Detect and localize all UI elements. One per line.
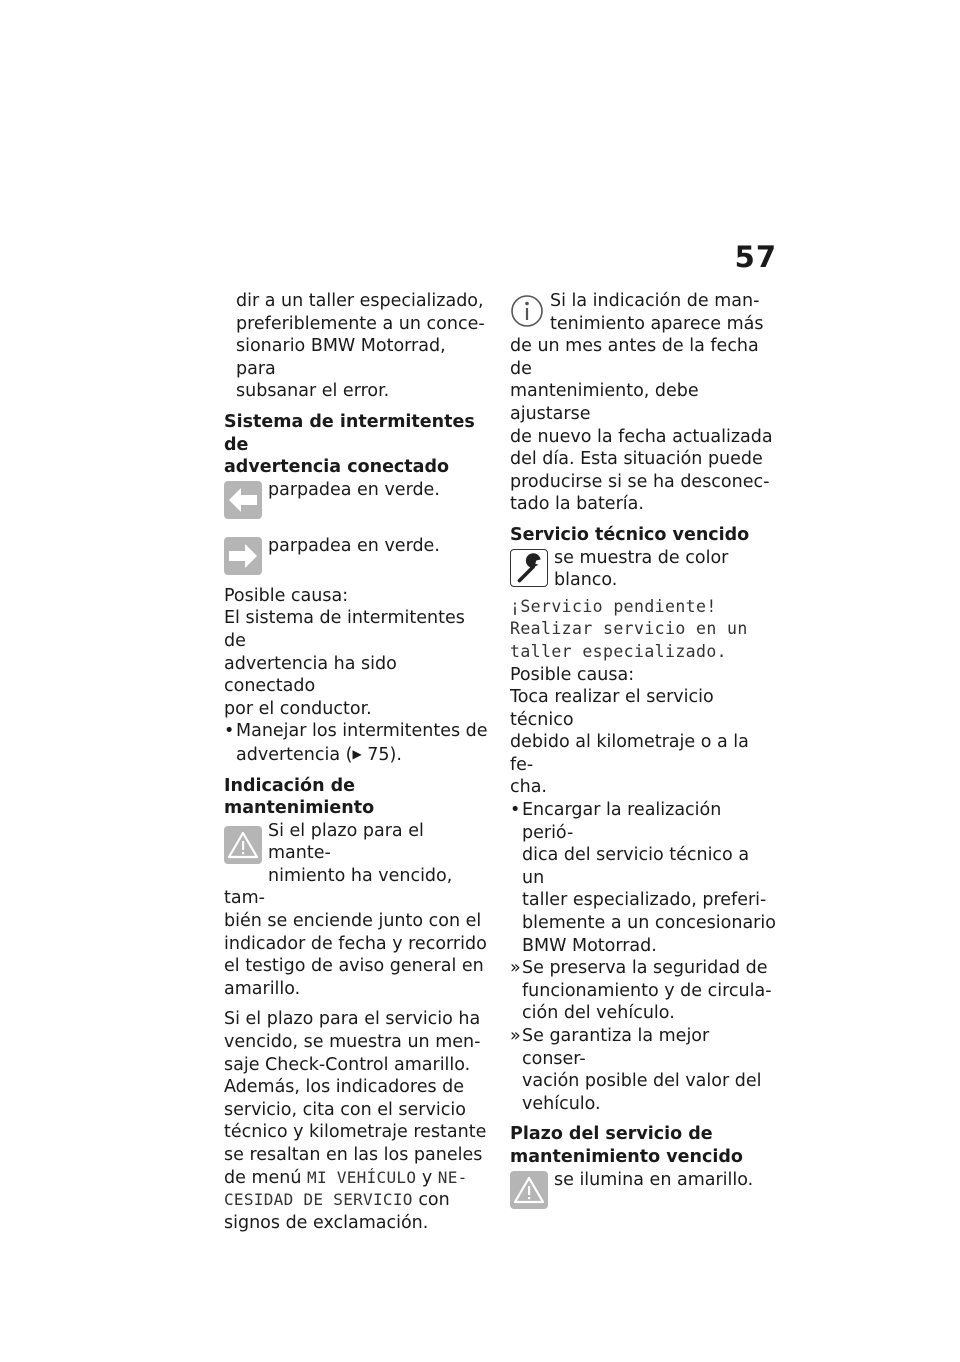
page-reference-link[interactable]: 75). (367, 744, 402, 765)
text-line: tenimiento aparece más (550, 313, 764, 334)
text-line: amarillo. (224, 978, 301, 999)
menu-name-service-part: CESIDAD DE SERVICIO (224, 1190, 413, 1210)
text-line: dir a un taller especializado, (236, 291, 484, 311)
warning-triangle-icon (224, 826, 262, 864)
list-item (510, 1025, 776, 1115)
text-line: BMW Motorrad. (522, 935, 657, 956)
cause-label: Posible causa: (224, 585, 349, 606)
text-line: signos de exclamación. (224, 1212, 429, 1233)
text-line: vehículo. (522, 1093, 601, 1114)
turn-right-arrow-icon (224, 537, 262, 575)
page-reference-arrow-icon[interactable]: ▶ (352, 746, 362, 761)
heading-line: Plazo del servicio de (510, 1124, 713, 1145)
heading-line: mantenimiento vencido (510, 1146, 743, 1167)
menu-name-service-part: NE- (437, 1167, 468, 1187)
cause-label: Posible causa: (510, 664, 635, 685)
heading-line: Sistema de intermitentes de (224, 411, 475, 455)
text-line: se muestra de color (554, 547, 729, 568)
check-control-paragraph (224, 1008, 488, 1234)
text-line: saje Check-Control amarillo. (224, 1054, 471, 1075)
left-column (224, 290, 488, 1242)
text-line: nimiento ha vencido, tam- (224, 865, 453, 909)
heading-service-overdue: Servicio técnico vencido (510, 524, 750, 545)
text-line: Si el plazo para el mante- (268, 820, 424, 864)
text-line: debido al kilometraje o a la fe- (510, 732, 749, 775)
text-line: preferiblemente a un conce- (236, 313, 485, 334)
heading-line: advertencia conectado (224, 457, 450, 478)
text-line: se ilumina en amarillo. (554, 1169, 754, 1190)
turn-left-arrow-icon (224, 481, 262, 519)
text-line: Se garantiza la mejor conser- (522, 1026, 710, 1069)
text-fragment: con (418, 1190, 450, 1211)
cause-paragraph (224, 585, 488, 721)
wrench-row (510, 547, 776, 592)
text-line: Si el plazo para el servicio ha (224, 1009, 481, 1030)
text-line: de un mes antes de la fecha de (510, 336, 759, 379)
text-line: bién se enciende junto con el (224, 911, 482, 932)
display-line: ¡Servicio pendiente! (510, 596, 717, 616)
text-line: el testigo de aviso general en (224, 956, 484, 977)
text-line: mantenimiento, debe ajustarse (510, 381, 699, 424)
result-marker: » (510, 958, 521, 979)
result-marker: » (510, 1026, 521, 1046)
text-line: Manejar los intermitentes de (236, 721, 488, 742)
warning-triangle-icon (510, 1171, 548, 1209)
text-line: sionario BMW Motorrad, para (236, 336, 446, 379)
text-line: El sistema de intermitentes de (224, 608, 465, 651)
text-line: servicio, cita con el servicio (224, 1099, 466, 1120)
indicator-right-text: parpadea en verde. (268, 535, 440, 556)
text-line: vación posible del valor del (522, 1071, 762, 1092)
bullet-marker: • (224, 721, 235, 742)
heading-maintenance-overdue (510, 1123, 776, 1168)
text-fragment: y (421, 1167, 433, 1188)
intro-paragraph (224, 290, 488, 403)
heading-maintenance: Indicación de mantenimiento (224, 775, 375, 819)
text-line: blanco. (554, 570, 618, 591)
text-line: ción del vehículo. (522, 1003, 675, 1024)
text-line: dica del servicio técnico a un (522, 845, 750, 888)
text-line: producirse si se ha desconec- (510, 471, 770, 492)
maintenance-paragraph (224, 820, 488, 1001)
text-fragment: de menú (224, 1167, 302, 1188)
right-column (510, 290, 776, 1211)
text-line: Encargar la realización perió- (522, 800, 722, 843)
text-line: cha. (510, 777, 547, 798)
bullet-marker: • (510, 800, 521, 821)
list-item (224, 720, 488, 766)
text-line: se resaltan en las los paneles (224, 1145, 483, 1165)
text-line: vencido, se muestra un men- (224, 1032, 481, 1053)
text-line: técnico y kilometraje restante (224, 1122, 487, 1143)
text-line: taller especializado, preferi- (522, 890, 767, 911)
cause-paragraph (510, 664, 776, 800)
text-line: tado la batería. (510, 494, 644, 515)
text-line: funcionamiento y de circula- (522, 980, 772, 1001)
text-line: advertencia ( (236, 744, 353, 765)
text-line: Se preserva la seguridad de (522, 958, 768, 979)
indicator-left-row (224, 479, 488, 521)
text-line: por el conductor. (224, 698, 372, 719)
list-item (510, 957, 776, 1025)
menu-name-my-vehicle: MI VEHÍCULO (307, 1167, 417, 1187)
heading-hazard-lights (224, 411, 488, 479)
text-line: Toca realizar el servicio técnico (510, 687, 714, 730)
page-number: 57 (734, 240, 777, 274)
wrench-icon (510, 549, 548, 587)
indicator-right-row (224, 535, 488, 577)
text-line: de nuevo la fecha actualizada (510, 426, 773, 447)
list-item (510, 799, 776, 957)
text-line: Si la indicación de man- (550, 291, 760, 311)
info-icon (508, 292, 544, 328)
text-line: del día. Esta situación puede (510, 449, 763, 470)
display-line: taller especializado. (510, 641, 728, 661)
text-line: Además, los indicadores de (224, 1077, 465, 1098)
action-list (224, 720, 488, 766)
text-line: indicador de fecha y recorrido (224, 933, 487, 954)
text-line: advertencia ha sido conectado (224, 653, 397, 697)
text-line: subsanar el error. (236, 381, 390, 402)
check-control-message (510, 596, 776, 664)
info-note (510, 290, 776, 516)
display-line: Realizar servicio en un (510, 619, 748, 639)
warning-row (510, 1169, 776, 1211)
indicator-left-text: parpadea en verde. (268, 479, 440, 500)
text-line: blemente a un concesionario (522, 913, 776, 934)
action-list (510, 799, 776, 1115)
